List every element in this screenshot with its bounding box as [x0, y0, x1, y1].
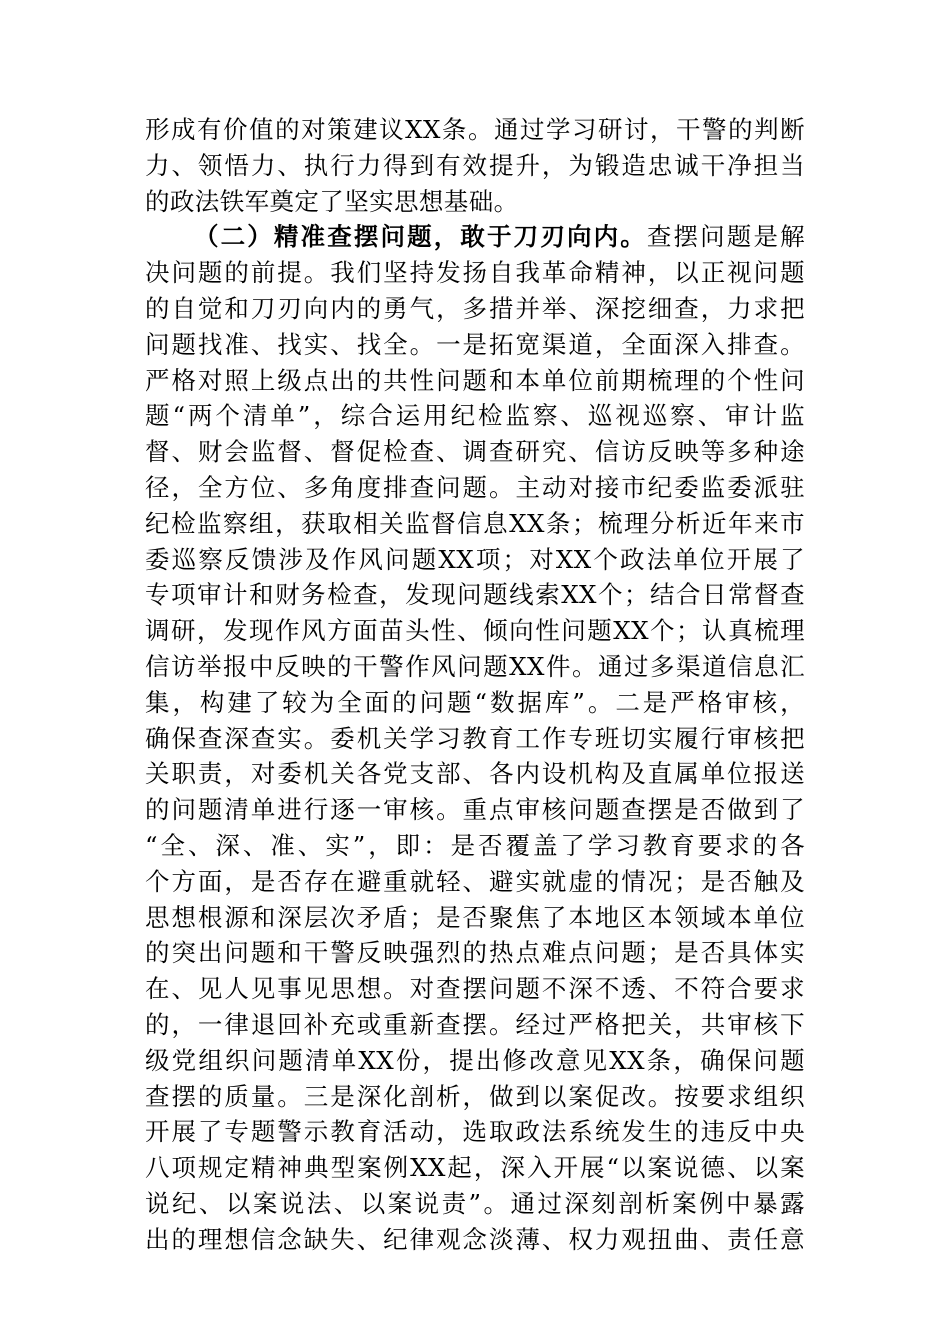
text-line: 思想根源和深层次矛盾；是否聚焦了本地区本领域本单位 [145, 902, 805, 932]
text-line: 严格对照上级点出的共性问题和本单位前期梳理的个性问 [145, 365, 805, 395]
section-heading-line [145, 219, 805, 255]
text-line: 调研，发现作风方面苗头性、倾向性问题XX个；认真梳理 [145, 616, 805, 646]
text-line: 力、领悟力、执行力得到有效提升，为锻造忠诚干净担当 [145, 150, 805, 180]
text-line: 开展了专题警示教育活动，选取政法系统发生的违反中央 [145, 1117, 805, 1147]
text-line: 关职责，对委机关各党支部、各内设机构及直属单位报送 [145, 759, 805, 789]
text-line: 的问题清单进行逐一审核。重点审核问题查摆是否做到了 [145, 795, 805, 825]
text-line: 的，一律退回补充或重新查摆。经过严格把关，共审核下 [145, 1009, 805, 1039]
section-heading-continuation: 查摆问题是解 [646, 222, 805, 252]
text-line: 信访举报中反映的干警作风问题XX件。通过多渠道信息汇 [145, 651, 805, 681]
text-line: 出的理想信念缺失、纪律观念淡薄、权力观扭曲、责任意 [145, 1224, 805, 1254]
text-line: 的自觉和刀刃向内的勇气，多措并举、深挖细查，力求把 [145, 293, 805, 323]
text-line: 查摆的质量。三是深化剖析，做到以案促改。按要求组织 [145, 1081, 805, 1111]
text-line: 委巡察反馈涉及作风问题XX项；对XX个政法单位开展了 [145, 544, 805, 574]
text-line: 专项审计和财务检查，发现问题线索XX个；结合日常督查 [145, 580, 805, 610]
text-line: 八项规定精神典型案例XX起，深入开展“以案说德、以案 [145, 1153, 805, 1183]
section-heading: （二）精准查摆问题，敢于刀刃向内。 [194, 222, 647, 252]
text-line: 径，全方位、多角度排查问题。主动对接市纪委监委派驻 [145, 472, 805, 502]
text-line: 级党组织问题清单XX份，提出修改意见XX条，确保问题 [145, 1045, 805, 1075]
text-line: 督、财会监督、督促检查、调查研究、信访反映等多种途 [145, 437, 805, 467]
text-line: 在、见人见事见思想。对查摆问题不深不透、不符合要求 [145, 974, 805, 1004]
text-line: 形成有价值的对策建议XX条。通过学习研讨，干警的判断 [145, 115, 805, 144]
text-line: “全、深、准、实”，即：是否覆盖了学习教育要求的各 [145, 830, 805, 860]
text-line: 决问题的前提。我们坚持发扬自我革命精神，以正视问题 [145, 258, 805, 288]
text-line: 个方面，是否存在避重就轻、避实就虚的情况；是否触及 [145, 866, 805, 896]
text-line: 纪检监察组，获取相关监督信息XX条；梳理分析近年来市 [145, 508, 805, 538]
text-line: 集，构建了较为全面的问题“数据库”。二是严格审核， [145, 687, 805, 717]
text-line: 的突出问题和干警反映强烈的热点难点问题；是否具体实 [145, 938, 805, 968]
text-line: 题“两个清单”，综合运用纪检监察、巡视巡察、审计监 [145, 401, 805, 431]
text-line: 的政法铁军奠定了坚实思想基础。 [145, 186, 519, 216]
text-line: 说纪、以案说法、以案说责”。通过深刻剖析案例中暴露 [145, 1188, 805, 1218]
document-page [145, 112, 805, 1258]
text-line: 确保查深查实。委机关学习教育工作专班切实履行审核把 [145, 723, 805, 753]
text-line: 问题找准、找实、找全。一是拓宽渠道，全面深入排查。 [145, 329, 805, 359]
